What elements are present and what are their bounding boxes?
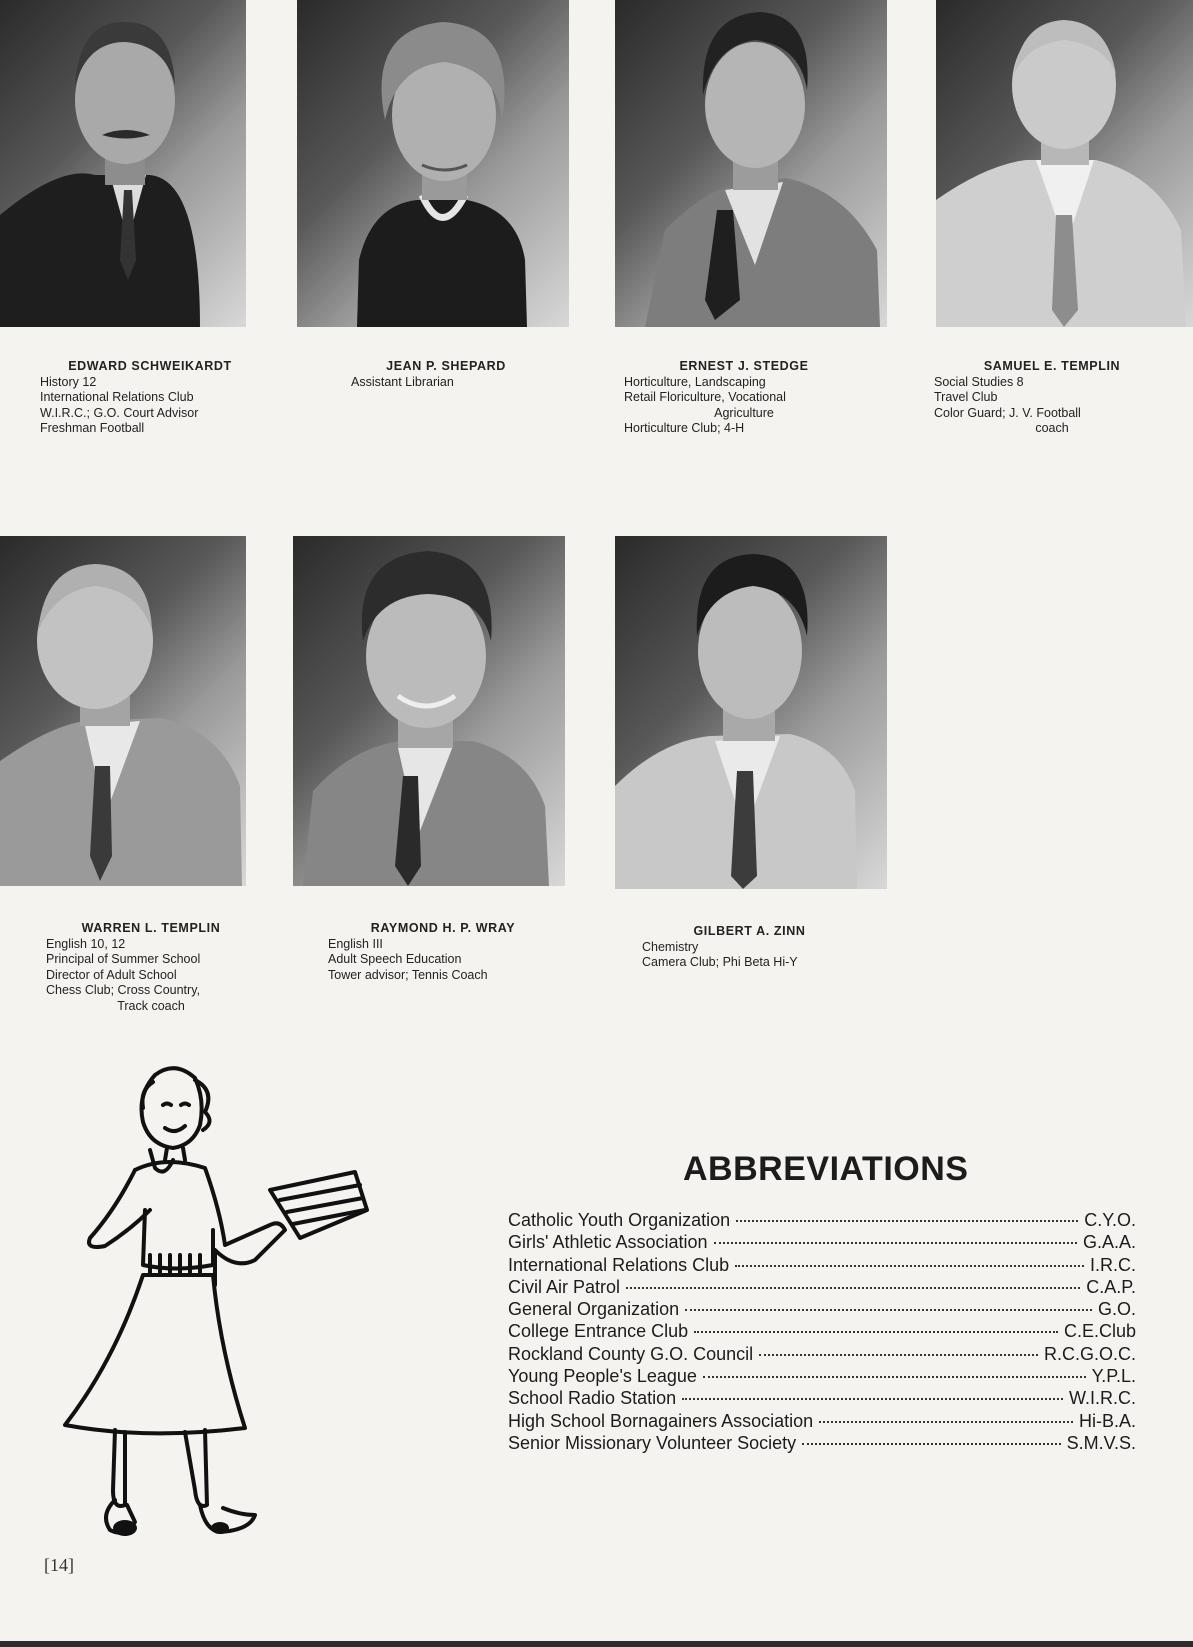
portrait-photo-stedge [615, 0, 887, 327]
abbreviation-row [508, 1387, 1136, 1409]
dot-leader [802, 1443, 1060, 1445]
dot-leader [694, 1331, 1058, 1333]
staff-detail: Retail Floriculture, Vocational [624, 390, 786, 404]
dot-leader [685, 1309, 1092, 1311]
staff-detail: English 10, 12 [46, 936, 126, 951]
staff-caption-shepard [351, 359, 541, 390]
dot-leader [626, 1287, 1080, 1289]
staff-detail: Horticulture, Landscaping [624, 374, 766, 389]
staff-name: GILBERT A. ZINN [693, 924, 806, 938]
abbreviation-term: International Relations Club [508, 1254, 730, 1275]
staff-detail: Freshman Football [40, 421, 145, 435]
abbreviation-row [508, 1298, 1136, 1320]
staff-detail: coach [1035, 421, 1069, 435]
staff-detail: Principal of Summer School [46, 952, 201, 966]
abbreviations-title: ABBREVIATIONS [683, 1150, 969, 1188]
page-number: [14] [44, 1555, 74, 1575]
dot-leader [736, 1220, 1078, 1222]
abbreviation-row [508, 1209, 1136, 1231]
staff-name: SAMUEL E. TEMPLIN [983, 359, 1121, 373]
staff-detail: Social Studies 8 [934, 374, 1024, 389]
staff-detail: Travel Club [934, 390, 998, 404]
staff-caption-stedge [624, 359, 864, 437]
staff-detail: English III [328, 936, 383, 951]
abbreviation-code: Hi-B.A. [1078, 1410, 1136, 1431]
abbreviation-code: G.O. [1097, 1299, 1136, 1320]
staff-detail: Tower advisor; Tennis Coach [328, 967, 488, 982]
dot-leader [819, 1421, 1073, 1423]
abbreviation-code: S.M.V.S. [1066, 1432, 1136, 1453]
portrait-photo-shepard [297, 0, 569, 327]
abbreviation-code: C.E.Club [1063, 1321, 1136, 1342]
abbreviation-row [508, 1410, 1136, 1432]
abbreviation-row [508, 1254, 1136, 1276]
abbreviation-term: High School Bornagainers Association [508, 1410, 814, 1431]
abbreviation-term: Civil Air Patrol [508, 1276, 621, 1297]
staff-detail: Track coach [117, 998, 185, 1013]
abbreviation-code: W.I.R.C. [1069, 1388, 1136, 1409]
portrait-photo-samuel-templin [936, 0, 1193, 327]
dot-leader [714, 1242, 1077, 1244]
dot-leader [759, 1354, 1038, 1356]
abbreviation-row [508, 1231, 1136, 1253]
abbreviation-term: School Radio Station [508, 1388, 677, 1409]
dot-leader [703, 1376, 1086, 1378]
abbreviation-term: Catholic Youth Organization [508, 1210, 731, 1230]
abbreviation-term: College Entrance Club [508, 1321, 689, 1342]
abbreviation-term: Senior Missionary Volunteer Society [508, 1432, 797, 1453]
portrait-photo-warren-templin [0, 536, 246, 886]
staff-detail: Horticulture Club; 4-H [624, 421, 745, 435]
abbreviation-row [508, 1276, 1136, 1298]
staff-detail: Chess Club; Cross Country, [46, 983, 200, 997]
staff-caption-wray [328, 921, 558, 983]
staff-detail: International Relations Club [40, 390, 194, 404]
abbreviation-row [508, 1320, 1136, 1342]
staff-caption-schweikardt [40, 359, 260, 437]
staff-detail: Director of Adult School [46, 967, 177, 982]
abbreviation-code: C.A.P. [1086, 1276, 1136, 1297]
abbreviation-row [508, 1365, 1136, 1387]
staff-detail: W.I.R.C.; G.O. Court Advisor [40, 405, 199, 420]
staff-caption-samuel-templin [934, 359, 1170, 437]
abbreviation-code: G.A.A. [1082, 1232, 1136, 1253]
portrait-photo-zinn [615, 536, 887, 889]
abbreviation-row [508, 1432, 1136, 1454]
abbreviation-code: R.C.G.O.C. [1043, 1343, 1136, 1364]
staff-detail: Camera Club; Phi Beta Hi-Y [642, 955, 798, 969]
abbreviation-code: I.R.C. [1089, 1254, 1136, 1275]
abbreviation-term: Rockland County G.O. Council [508, 1343, 754, 1364]
dot-leader [682, 1398, 1063, 1400]
staff-name: WARREN L. TEMPLIN [81, 921, 221, 935]
staff-name: RAYMOND H. P. WRAY [370, 921, 516, 935]
abbreviation-term: Young People's League [508, 1366, 697, 1387]
staff-name: JEAN P. SHEPARD [386, 359, 506, 373]
dot-leader [735, 1265, 1084, 1267]
staff-detail: History 12 [40, 374, 97, 389]
staff-detail: Color Guard; J. V. Football [934, 405, 1081, 420]
staff-caption-zinn [642, 924, 857, 971]
staff-detail: Assistant Librarian [351, 374, 454, 389]
abbreviation-code: Y.P.L. [1091, 1366, 1136, 1387]
abbreviation-term: General Organization [508, 1299, 680, 1320]
portrait-photo-schweikardt [0, 0, 246, 327]
portrait-photo-wray [293, 536, 565, 886]
staff-detail: Agriculture [714, 405, 774, 420]
abbreviation-code: C.Y.O. [1084, 1210, 1136, 1230]
staff-caption-warren-templin [46, 921, 256, 1014]
staff-name: ERNEST J. STEDGE [679, 359, 809, 373]
bottom-edge-rule [0, 1641, 1193, 1647]
staff-name: EDWARD SCHWEIKARDT [68, 359, 232, 373]
girl-with-papers-illustration [55, 1060, 395, 1580]
staff-detail: Adult Speech Education [328, 952, 462, 966]
abbreviation-term: Girls' Athletic Association [508, 1232, 708, 1253]
staff-detail: Chemistry [642, 939, 699, 954]
abbreviations-list [508, 1209, 1136, 1454]
abbreviation-row [508, 1343, 1136, 1365]
